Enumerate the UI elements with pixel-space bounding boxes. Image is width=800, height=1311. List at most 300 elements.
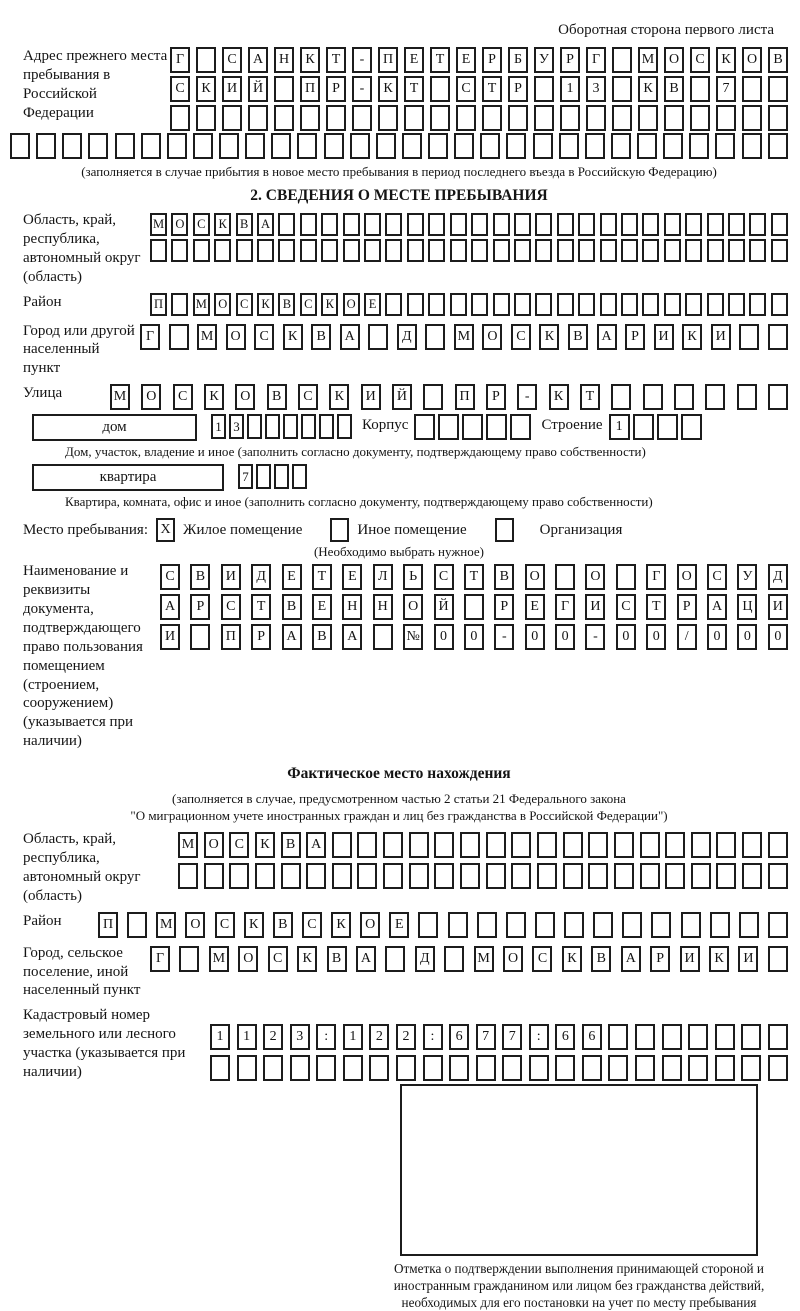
char-box[interactable] [385,213,402,236]
char-box[interactable]: О [185,912,205,938]
char-box[interactable]: У [534,47,554,73]
char-box[interactable]: Т [580,384,600,410]
char-box[interactable] [749,213,766,236]
char-box[interactable] [621,239,638,262]
char-box[interactable]: И [585,594,605,620]
char-box[interactable]: М [454,324,474,350]
char-box[interactable]: О [403,594,423,620]
char-box[interactable]: 0 [464,624,484,650]
char-box[interactable] [471,239,488,262]
char-box[interactable] [171,293,188,316]
char-box[interactable] [742,863,762,889]
char-box[interactable]: Е [342,564,362,590]
char-box[interactable]: И [160,624,180,650]
char-box[interactable]: : [316,1024,336,1050]
char-box[interactable]: О [585,564,605,590]
char-box[interactable]: И [222,76,242,102]
char-box[interactable] [614,832,634,858]
char-box[interactable] [482,105,502,131]
char-box[interactable] [462,414,483,440]
char-box[interactable]: К [716,47,736,73]
char-box[interactable] [749,293,766,316]
char-box[interactable] [559,133,579,159]
char-box[interactable] [600,293,617,316]
char-box[interactable] [460,832,480,858]
char-box[interactable]: 3 [290,1024,310,1050]
char-box[interactable] [486,414,507,440]
char-box[interactable] [493,213,510,236]
char-box[interactable]: В [568,324,588,350]
char-box[interactable] [535,213,552,236]
char-box[interactable]: П [378,47,398,73]
char-box[interactable]: С [229,832,249,858]
char-box[interactable]: - [352,47,372,73]
char-box[interactable]: А [356,946,376,972]
char-box[interactable] [739,324,759,350]
char-box[interactable]: 2 [396,1024,416,1050]
char-box[interactable] [506,912,526,938]
char-box[interactable]: Р [326,76,346,102]
char-box[interactable] [219,133,239,159]
char-box[interactable] [716,863,736,889]
char-box[interactable] [664,293,681,316]
char-box[interactable] [480,133,500,159]
char-box[interactable]: Т [326,47,346,73]
char-box[interactable] [511,863,531,889]
char-box[interactable] [768,133,788,159]
char-box[interactable] [236,239,253,262]
char-box[interactable]: 0 [434,624,454,650]
char-box[interactable]: 6 [582,1024,602,1050]
char-box[interactable] [493,239,510,262]
char-box[interactable]: Т [312,564,332,590]
char-box[interactable] [533,133,553,159]
char-box[interactable] [588,832,608,858]
char-box[interactable] [640,863,660,889]
char-box[interactable] [560,105,580,131]
char-box[interactable]: Р [650,946,670,972]
char-box[interactable] [771,293,788,316]
char-box[interactable]: Ц [737,594,757,620]
char-box[interactable] [688,1055,708,1081]
char-box[interactable] [715,1024,735,1050]
char-box[interactable]: О [226,324,246,350]
char-box[interactable] [326,105,346,131]
char-box[interactable]: Р [494,594,514,620]
char-box[interactable] [622,912,642,938]
char-box[interactable]: - [517,384,537,410]
char-box[interactable]: С [456,76,476,102]
char-box[interactable]: К [682,324,702,350]
char-box[interactable]: Й [248,76,268,102]
char-box[interactable] [404,105,424,131]
char-box[interactable] [36,133,56,159]
char-box[interactable] [396,1055,416,1081]
char-box[interactable] [768,324,788,350]
char-box[interactable] [635,1024,655,1050]
char-box[interactable]: Р [251,624,271,650]
char-box[interactable] [263,1055,283,1081]
char-box[interactable] [612,47,632,73]
char-box[interactable]: С [160,564,180,590]
char-box[interactable] [563,832,583,858]
char-box[interactable] [178,863,198,889]
char-box[interactable] [423,384,443,410]
char-box[interactable]: С [616,594,636,620]
char-box[interactable] [662,1024,682,1050]
char-box[interactable] [638,105,658,131]
char-box[interactable] [728,293,745,316]
char-box[interactable]: 1 [609,414,630,440]
char-box[interactable] [169,324,189,350]
char-box[interactable] [768,1024,788,1050]
char-box[interactable]: Е [312,594,332,620]
char-box[interactable] [637,133,657,159]
char-box[interactable]: 3 [586,76,606,102]
char-box[interactable] [716,832,736,858]
char-box[interactable]: Г [646,564,666,590]
char-box[interactable]: 0 [525,624,545,650]
char-box[interactable] [749,239,766,262]
char-box[interactable] [593,912,613,938]
char-box[interactable]: / [677,624,697,650]
char-box[interactable]: К [562,946,582,972]
char-box[interactable]: К [204,384,224,410]
char-box[interactable]: В [311,324,331,350]
char-box[interactable] [477,912,497,938]
char-box[interactable] [742,105,762,131]
residential-checkbox[interactable]: X [156,518,175,542]
char-box[interactable] [214,239,231,262]
char-box[interactable] [196,47,216,73]
char-box[interactable] [343,239,360,262]
char-box[interactable]: 2 [369,1024,389,1050]
char-box[interactable] [710,912,730,938]
char-box[interactable] [600,213,617,236]
char-box[interactable]: М [156,912,176,938]
char-box[interactable]: Й [392,384,412,410]
char-box[interactable] [514,213,531,236]
char-box[interactable] [621,293,638,316]
char-box[interactable] [283,414,298,439]
char-box[interactable] [768,912,788,938]
char-box[interactable]: Н [342,594,362,620]
char-box[interactable]: О [214,293,231,316]
char-box[interactable]: Й [434,594,454,620]
char-box[interactable] [728,239,745,262]
char-box[interactable] [402,133,422,159]
char-box[interactable] [642,239,659,262]
char-box[interactable]: О [503,946,523,972]
char-box[interactable]: П [150,293,167,316]
char-box[interactable] [768,105,788,131]
char-box[interactable]: Т [404,76,424,102]
char-box[interactable]: 1 [343,1024,363,1050]
char-box[interactable] [450,239,467,262]
char-box[interactable] [511,832,531,858]
char-box[interactable] [537,863,557,889]
char-box[interactable] [150,239,167,262]
char-box[interactable] [385,239,402,262]
char-box[interactable] [190,624,210,650]
char-box[interactable]: П [221,624,241,650]
char-box[interactable] [651,912,671,938]
char-box[interactable] [707,213,724,236]
char-box[interactable] [506,133,526,159]
char-box[interactable]: В [273,912,293,938]
char-box[interactable]: : [423,1024,443,1050]
char-box[interactable]: К [255,832,275,858]
char-box[interactable] [376,133,396,159]
char-box[interactable]: С [173,384,193,410]
char-box[interactable] [535,293,552,316]
char-box[interactable]: Т [646,594,666,620]
char-box[interactable] [664,213,681,236]
char-box[interactable] [278,239,295,262]
char-box[interactable] [407,293,424,316]
char-box[interactable] [737,384,757,410]
char-box[interactable]: И [738,946,758,972]
char-box[interactable] [343,213,360,236]
char-box[interactable] [616,564,636,590]
other-premises-checkbox[interactable] [330,518,349,542]
char-box[interactable] [493,293,510,316]
char-box[interactable]: В [278,293,295,316]
char-box[interactable]: И [680,946,700,972]
char-box[interactable] [425,324,445,350]
char-box[interactable]: К [321,293,338,316]
char-box[interactable] [608,1055,628,1081]
char-box[interactable] [739,912,759,938]
char-box[interactable] [434,832,454,858]
char-box[interactable]: Ь [403,564,423,590]
char-box[interactable] [681,912,701,938]
char-box[interactable]: - [585,624,605,650]
char-box[interactable] [364,213,381,236]
char-box[interactable] [115,133,135,159]
char-box[interactable] [608,1024,628,1050]
char-box[interactable]: М [197,324,217,350]
char-box[interactable]: А [306,832,326,858]
char-box[interactable]: С [222,47,242,73]
char-box[interactable] [514,293,531,316]
char-box[interactable] [357,863,377,889]
char-box[interactable] [10,133,30,159]
char-box[interactable] [529,1055,549,1081]
char-box[interactable] [768,832,788,858]
char-box[interactable] [642,293,659,316]
char-box[interactable] [555,1055,575,1081]
char-box[interactable]: Г [170,47,190,73]
char-box[interactable] [665,863,685,889]
char-box[interactable] [281,863,301,889]
char-box[interactable] [332,832,352,858]
char-box[interactable] [705,384,725,410]
char-box[interactable] [210,1055,230,1081]
char-box[interactable] [689,133,709,159]
char-box[interactable]: К [638,76,658,102]
char-box[interactable] [578,239,595,262]
char-box[interactable]: Д [415,946,435,972]
char-box[interactable] [665,832,685,858]
char-box[interactable]: 1 [211,414,226,439]
stamp-box[interactable] [400,1084,758,1256]
char-box[interactable] [297,133,317,159]
char-box[interactable] [741,1055,761,1081]
char-box[interactable] [274,105,294,131]
char-box[interactable] [578,213,595,236]
char-box[interactable] [179,946,199,972]
char-box[interactable] [248,105,268,131]
char-box[interactable] [707,293,724,316]
char-box[interactable]: В [494,564,514,590]
char-box[interactable]: С [690,47,710,73]
char-box[interactable]: П [455,384,475,410]
char-box[interactable] [614,863,634,889]
char-box[interactable] [510,414,531,440]
char-box[interactable]: А [597,324,617,350]
char-box[interactable] [434,863,454,889]
char-box[interactable] [316,1055,336,1081]
char-box[interactable] [471,293,488,316]
char-box[interactable] [768,1055,788,1081]
char-box[interactable] [245,133,265,159]
char-box[interactable] [301,414,316,439]
char-box[interactable]: С [532,946,552,972]
char-box[interactable] [771,213,788,236]
char-box[interactable]: 0 [646,624,666,650]
char-box[interactable]: О [238,946,258,972]
char-box[interactable] [690,76,710,102]
char-box[interactable]: - [352,76,372,102]
char-box[interactable] [278,213,295,236]
char-box[interactable] [742,133,762,159]
char-box[interactable] [428,293,445,316]
char-box[interactable] [508,105,528,131]
char-box[interactable]: А [282,624,302,650]
char-box[interactable]: О [525,564,545,590]
char-box[interactable] [460,863,480,889]
char-box[interactable] [274,76,294,102]
char-box[interactable] [407,213,424,236]
char-box[interactable] [476,1055,496,1081]
char-box[interactable] [290,1055,310,1081]
char-box[interactable]: Е [456,47,476,73]
char-box[interactable] [454,133,474,159]
char-box[interactable]: О [235,384,255,410]
char-box[interactable]: В [282,594,302,620]
char-box[interactable] [534,105,554,131]
char-box[interactable]: А [707,594,727,620]
char-box[interactable] [674,384,694,410]
char-box[interactable] [204,863,224,889]
char-box[interactable] [171,239,188,262]
char-box[interactable] [364,239,381,262]
char-box[interactable] [265,414,280,439]
char-box[interactable] [642,213,659,236]
char-box[interactable] [300,213,317,236]
char-box[interactable] [768,863,788,889]
char-box[interactable]: А [248,47,268,73]
char-box[interactable] [450,293,467,316]
char-box[interactable]: И [768,594,788,620]
char-box[interactable]: А [340,324,360,350]
char-box[interactable]: С [707,564,727,590]
char-box[interactable] [127,912,147,938]
char-box[interactable]: В [236,213,253,236]
char-box[interactable] [768,946,788,972]
char-box[interactable] [685,213,702,236]
char-box[interactable] [229,863,249,889]
char-box[interactable] [688,1024,708,1050]
char-box[interactable]: 0 [555,624,575,650]
char-box[interactable] [222,105,242,131]
char-box[interactable]: В [267,384,287,410]
char-box[interactable] [369,1055,389,1081]
char-box[interactable]: Г [140,324,160,350]
char-box[interactable]: К [257,293,274,316]
char-box[interactable] [450,213,467,236]
char-box[interactable]: В [281,832,301,858]
char-box[interactable] [418,912,438,938]
char-box[interactable]: О [343,293,360,316]
char-box[interactable]: М [638,47,658,73]
char-box[interactable]: М [474,946,494,972]
char-box[interactable]: О [171,213,188,236]
char-box[interactable] [196,105,216,131]
char-box[interactable]: 0 [707,624,727,650]
char-box[interactable]: К [297,946,317,972]
char-box[interactable] [611,384,631,410]
char-box[interactable]: О [141,384,161,410]
char-box[interactable] [664,239,681,262]
char-box[interactable]: К [378,76,398,102]
char-box[interactable] [716,105,736,131]
char-box[interactable]: О [664,47,684,73]
char-box[interactable]: Д [768,564,788,590]
char-box[interactable]: Г [150,946,170,972]
char-box[interactable]: 0 [768,624,788,650]
char-box[interactable] [535,239,552,262]
char-box[interactable] [141,133,161,159]
char-box[interactable]: 6 [449,1024,469,1050]
char-box[interactable]: 7 [238,464,253,489]
char-box[interactable] [300,105,320,131]
char-box[interactable]: П [300,76,320,102]
char-box[interactable] [352,105,372,131]
char-box[interactable] [691,863,711,889]
char-box[interactable]: С [298,384,318,410]
char-box[interactable]: Р [486,384,506,410]
char-box[interactable]: Р [190,594,210,620]
char-box[interactable] [535,912,555,938]
char-box[interactable] [715,1055,735,1081]
char-box[interactable] [486,832,506,858]
char-box[interactable] [373,624,393,650]
char-box[interactable] [557,293,574,316]
char-box[interactable]: № [403,624,423,650]
char-box[interactable] [691,832,711,858]
char-box[interactable]: К [214,213,231,236]
char-box[interactable]: С [170,76,190,102]
char-box[interactable]: - [494,624,514,650]
char-box[interactable] [350,133,370,159]
char-box[interactable] [170,105,190,131]
char-box[interactable]: 1 [560,76,580,102]
char-box[interactable]: Т [430,47,450,73]
char-box[interactable]: П [98,912,118,938]
char-box[interactable] [306,863,326,889]
